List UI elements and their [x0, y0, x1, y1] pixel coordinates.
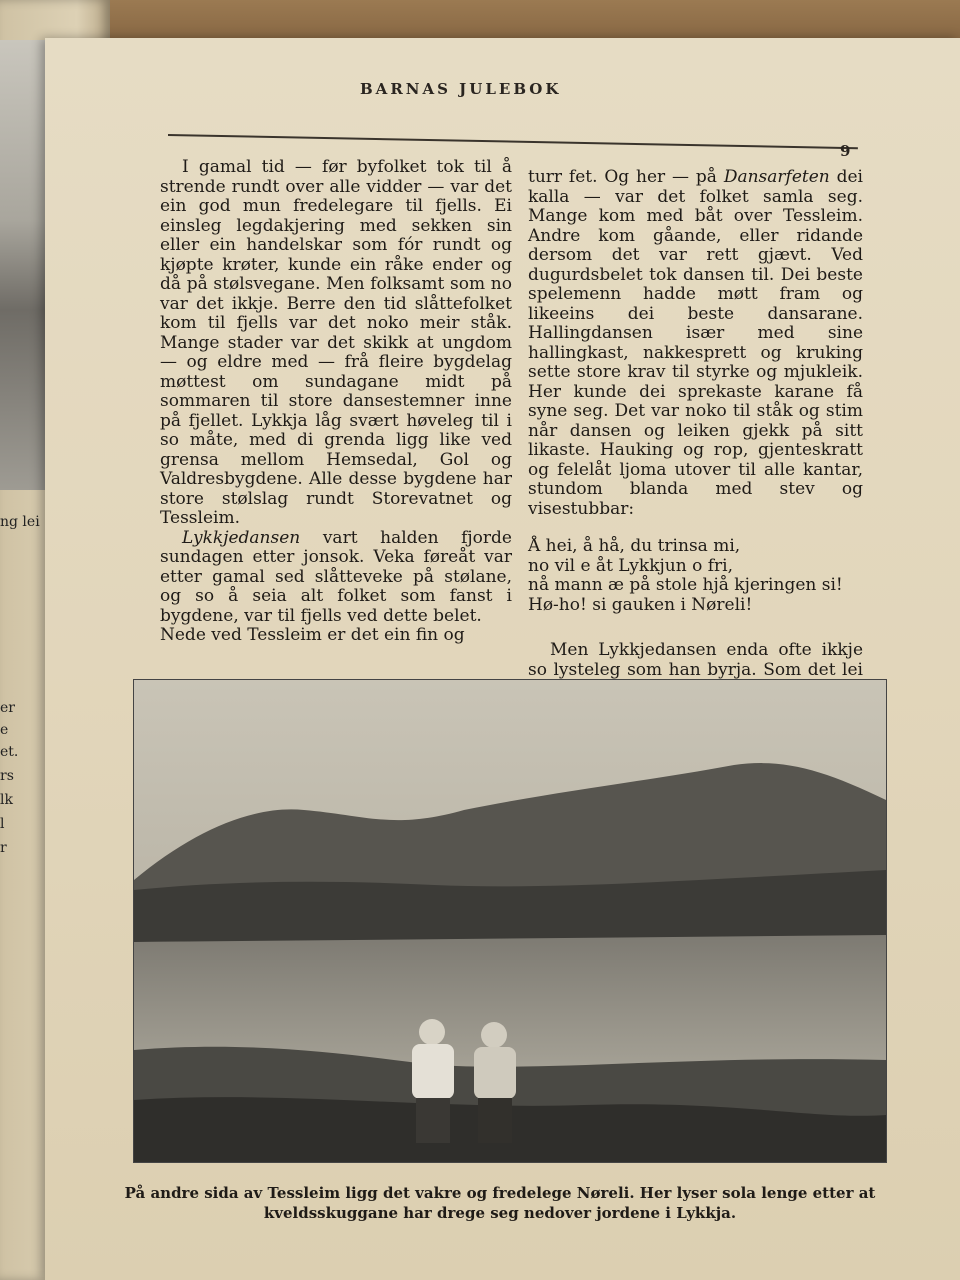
paragraph: Men Lykkjedansen enda ofte ikkje so lysteleg som han byrja. Som det lei [528, 640, 863, 680]
paragraph-text: dei kalla — var det folket samla seg. Mange kom med båt over Tessleim. Andre kom gåande, eller ridande dersom det var rett gjævt. Ved dugurdsbelet tok dansen til. Dei beste spelemenn hadde møtt fram og likeeins dei beste dansarane. Hallingdansen især med sine hallingkast, nakkesprett og kruking sette store krav til styrke og mjukleik. Her kunde dei sprekaste karane få syne seg. Det var noko til ståk og stim når dansen og leiken gjekk på sitt likaste. Hauking og rop, gjenteskratt og felelåt ljoma utover til alle kantar, stundom blanda med stev og visestubbar: [528, 167, 863, 519]
paragraph-text: turr fet. Og her — på [528, 167, 724, 187]
left-fragment: lk [0, 792, 13, 808]
italic-term: Dansarfeten [723, 167, 830, 187]
text-column-left [160, 158, 512, 646]
landscape-photo [133, 679, 887, 1163]
left-fragment: et. [0, 744, 19, 760]
verse-line: no vil e åt Lykkjun o fri, [528, 555, 733, 576]
italic-term: Lykkjedansen [182, 527, 301, 548]
verse-line: nå mann æ på stole hjå kjeringen si! [528, 575, 843, 595]
page-number: 9 [840, 142, 851, 160]
running-title: BARNAS JULEBOK [360, 80, 562, 98]
left-fragment: rs [0, 768, 14, 784]
paragraph: Nede ved Tessleim er det ein fin og [160, 625, 465, 645]
photo-caption: På andre sida av Tessleim ligg det vakre og fredelege Nøreli. Her lyser sola lenge etter at kveldsskuggane har drege seg nedover jordene i Lykkja. [124, 1184, 876, 1222]
left-fragment: ng lei [0, 514, 40, 530]
paragraph [160, 529, 512, 627]
left-fragment: e [0, 722, 9, 738]
left-fragment: l [0, 816, 5, 832]
verse-line: Hø-ho! si gauken i Nøreli! [528, 594, 753, 615]
text-column-right [528, 168, 863, 700]
left-fragment: er [0, 700, 15, 716]
photo-illustration [134, 680, 886, 1162]
paragraph-text: vart halden fjorde sundagen etter jonsok. Veka føreåt var etter gamal sed slåtteveke på stølane, og so å seia alt folket som fanst i bygdene, var til fjells ved dette belet. [160, 527, 512, 626]
paragraph: I gamal tid — før byfolket tok til å strende rundt over alle vidder — var det ein god mun fredelegare til fjells. Ei einsleg legdakjering med sekken sin eller ein handelskar som fór rundt og kjøpte krøter, kunde ein råke ender og då på stølsvegane. Men folksamt som no var det ikkje. Berre den tid slåttefolket kom til fjells var det noko meir ståk. Mange stader var det skikk at ungdom — og eldre med — frå fleire bygdelag møttest om sundagane midt på sommaren til store dansestemner inne på fjellet. Lykkja låg svært høveleg til i so måte, med di grenda ligg like ved grensa mellom Hemsedal, Gol og Valdresbygdene. Alle desse bygdene har store stølslag rundt Storevatnet og Tessleim. [160, 157, 512, 528]
verse-line: Å hei, å hå, du trinsa mi, [528, 536, 741, 556]
left-fragment: r [0, 840, 7, 856]
paragraph [528, 168, 863, 519]
